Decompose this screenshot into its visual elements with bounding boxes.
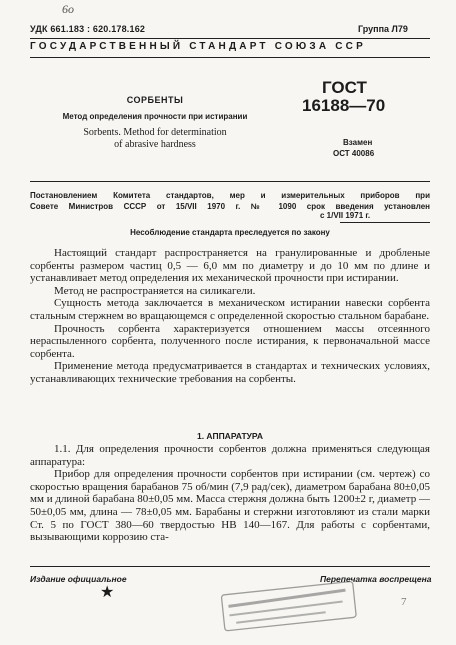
section-text	[30, 443, 430, 544]
decree-rule	[30, 181, 430, 182]
decree-line-1: Постановлением Комитета стандартов, мер и измерительных приборов при	[30, 191, 430, 200]
handwritten-mark: 6о	[62, 2, 74, 16]
intro-paragraph: Прочность сорбента характеризуется отношением массы отсеянного нераспыленного сорбента, полученного после истирания, к первоначальной массе сорбента.	[30, 322, 430, 360]
standard-subtitle: Метод определения прочности при истирании	[62, 112, 248, 121]
not-comply-notice: Несоблюдение стандарта преследуется по закону	[130, 228, 330, 237]
reprint-prohibited: Перепечатка воспрещена	[320, 574, 432, 584]
section-paragraph: Прибор для определения прочности сорбентов при истирании (см. чертеж) со скоростью вращения барабанов 75 об/мин (7,9 рад/сек), диаметром барабана 80±0,05 мм и длиной барабана 80±0,05 мм. Масса стержня должна быть 1200±2 г, диаметр — 50±0,05 мм, длина — 78±0,05 мм. Барабаны и стержни изготовляют из стали марки Ст. 5 по ГОСТ 380—60 твердостью НВ 140—167. Для работы с сорбентами, вызывающими коррозию ста-	[30, 468, 430, 544]
section-title: 1. АППАРАТУРА	[196, 431, 263, 441]
state-standard-heading: ГОСУДАРСТВЕННЫЙ СТАНДАРТ СОЮЗА ССР	[30, 41, 366, 52]
gost-number: 16188—70	[302, 96, 386, 115]
english-title	[30, 127, 280, 151]
english-title-line-1: Sorbents. Method for determination	[83, 127, 227, 138]
replaces-label: Взамен	[343, 138, 373, 147]
standard-title: СОРБЕНТЫ	[126, 95, 184, 105]
section-paragraph: 1.1. Для определения прочности сорбентов должна применяться следующая аппаратура:	[30, 443, 430, 468]
intro-text	[30, 247, 430, 386]
star-icon: ★	[100, 584, 115, 601]
group-code: Группа Л79	[358, 24, 408, 34]
header-rule-bottom	[30, 57, 430, 58]
udk-code: УДК 661.183 : 620.178.162	[30, 24, 146, 34]
footer-rule	[30, 566, 430, 567]
page-mark: 7	[401, 596, 407, 608]
decree-line-2: Совете Министров СССР от 15/VII 1970 г. № 1090 срок введения установлен	[30, 202, 430, 211]
english-title-line-2: of abrasive hardness	[114, 139, 196, 150]
intro-paragraph: Сущность метода заключается в механическом истирании навески сорбента стальным стержнем во вращающемся с определенной скоростью стальном барабане.	[30, 297, 430, 322]
intro-paragraph: Метод не распространяется на силикагели.	[54, 284, 256, 297]
gost-label: ГОСТ	[322, 78, 367, 97]
edition-official: Издание официальное	[30, 574, 127, 584]
header-rule-top	[30, 38, 430, 39]
replaces-value: ОСТ 40086	[333, 149, 375, 158]
decree-line-3: с 1/VII 1971 г.	[320, 211, 371, 220]
library-stamp	[215, 578, 365, 638]
intro-paragraph: Настоящий стандарт распространяется на гранулированные и дробленые сорбенты размером частиц 0,5 — 6,0 мм по диаметру и до 10 мм по длине и устанавливает метод определения их механической прочности при истирании.	[30, 247, 430, 285]
decree-text	[30, 190, 430, 212]
intro-paragraph: Применение метода предусматривается в стандартах и технических условиях, устанавливающих технические требования на сорбенты.	[30, 360, 430, 385]
decree-end-rule	[340, 222, 430, 223]
